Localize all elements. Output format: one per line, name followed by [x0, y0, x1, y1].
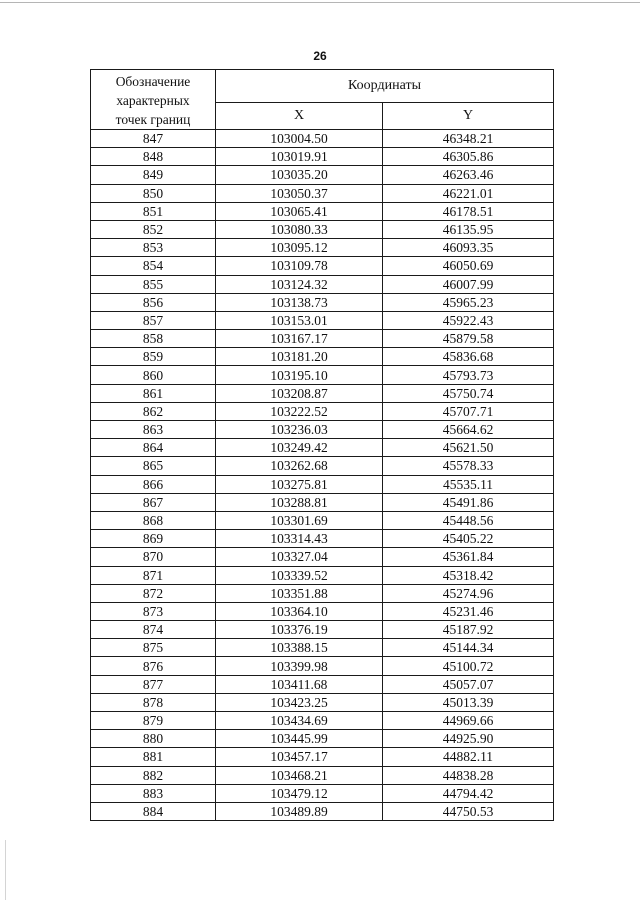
x-coordinate-cell: 103222.52 [216, 402, 383, 420]
y-coordinate-cell: 44794.42 [383, 784, 554, 802]
y-coordinate-cell: 45750.74 [383, 384, 554, 402]
table-row [91, 712, 554, 730]
table-row [91, 439, 554, 457]
table-row [91, 802, 554, 820]
point-cell: 852 [91, 220, 216, 238]
point-cell: 880 [91, 730, 216, 748]
point-cell: 848 [91, 148, 216, 166]
y-coordinate-cell: 46007.99 [383, 275, 554, 293]
point-cell: 858 [91, 330, 216, 348]
x-coordinate-cell: 103167.17 [216, 330, 383, 348]
point-cell: 871 [91, 566, 216, 584]
page-number: 26 [313, 49, 327, 63]
point-cell: 853 [91, 239, 216, 257]
y-coordinate-cell: 45100.72 [383, 657, 554, 675]
y-coordinate-cell: 46221.01 [383, 184, 554, 202]
point-cell: 856 [91, 293, 216, 311]
y-coordinate-cell: 45013.39 [383, 693, 554, 711]
table-row [91, 311, 554, 329]
table-row [91, 475, 554, 493]
point-cell: 875 [91, 639, 216, 657]
table-row [91, 639, 554, 657]
point-cell: 849 [91, 166, 216, 184]
x-coordinate-cell: 103109.78 [216, 257, 383, 275]
x-coordinate-cell: 103388.15 [216, 639, 383, 657]
x-coordinate-cell: 103468.21 [216, 766, 383, 784]
table-row [91, 693, 554, 711]
x-coordinate-cell: 103004.50 [216, 130, 383, 148]
point-cell: 850 [91, 184, 216, 202]
point-cell: 868 [91, 511, 216, 529]
table-row [91, 130, 554, 148]
x-coordinate-cell: 103236.03 [216, 421, 383, 439]
table-body [91, 130, 554, 821]
x-coordinate-cell: 103301.69 [216, 511, 383, 529]
x-coordinate-cell: 103314.43 [216, 530, 383, 548]
x-coordinate-cell: 103153.01 [216, 311, 383, 329]
point-cell: 866 [91, 475, 216, 493]
table-row [91, 202, 554, 220]
table-row [91, 220, 554, 238]
x-coordinate-cell: 103262.68 [216, 457, 383, 475]
point-cell: 854 [91, 257, 216, 275]
point-cell: 884 [91, 802, 216, 820]
x-coordinate-cell: 103434.69 [216, 712, 383, 730]
coordinates-header: Координаты [216, 70, 554, 103]
x-coordinate-cell: 103095.12 [216, 239, 383, 257]
y-coordinate-cell: 45187.92 [383, 621, 554, 639]
y-coordinate-cell: 46305.86 [383, 148, 554, 166]
point-designation-header [91, 70, 216, 130]
table-row [91, 166, 554, 184]
y-coordinate-cell: 45535.11 [383, 475, 554, 493]
x-coordinate-cell: 103208.87 [216, 384, 383, 402]
x-column-header: X [216, 102, 383, 129]
y-coordinate-cell: 45231.46 [383, 602, 554, 620]
x-coordinate-cell: 103195.10 [216, 366, 383, 384]
y-coordinate-cell: 45057.07 [383, 675, 554, 693]
x-coordinate-cell: 103457.17 [216, 748, 383, 766]
y-coordinate-cell: 44838.28 [383, 766, 554, 784]
x-coordinate-cell: 103035.20 [216, 166, 383, 184]
point-cell: 857 [91, 311, 216, 329]
y-coordinate-cell: 46178.51 [383, 202, 554, 220]
table-row [91, 239, 554, 257]
x-coordinate-cell: 103411.68 [216, 675, 383, 693]
point-cell: 867 [91, 493, 216, 511]
table-row [91, 566, 554, 584]
table-row [91, 184, 554, 202]
y-coordinate-cell: 45274.96 [383, 584, 554, 602]
table-row [91, 784, 554, 802]
x-coordinate-cell: 103445.99 [216, 730, 383, 748]
y-coordinate-cell: 45448.56 [383, 511, 554, 529]
y-coordinate-cell: 44969.66 [383, 712, 554, 730]
point-cell: 855 [91, 275, 216, 293]
x-coordinate-cell: 103327.04 [216, 548, 383, 566]
point-cell: 847 [91, 130, 216, 148]
point-cell: 863 [91, 421, 216, 439]
page-top-edge [0, 2, 640, 3]
y-coordinate-cell: 46348.21 [383, 130, 554, 148]
table-row [91, 621, 554, 639]
table-row [91, 766, 554, 784]
table-row [91, 421, 554, 439]
point-cell: 864 [91, 439, 216, 457]
x-coordinate-cell: 103275.81 [216, 475, 383, 493]
y-coordinate-cell: 46093.35 [383, 239, 554, 257]
y-coordinate-cell: 45965.23 [383, 293, 554, 311]
point-header-line-1: Обозначение [115, 74, 191, 89]
y-coordinate-cell: 44750.53 [383, 802, 554, 820]
x-coordinate-cell: 103124.32 [216, 275, 383, 293]
page-left-edge [5, 840, 6, 900]
y-coordinate-cell: 45793.73 [383, 366, 554, 384]
x-coordinate-cell: 103351.88 [216, 584, 383, 602]
y-coordinate-cell: 44882.11 [383, 748, 554, 766]
point-cell: 862 [91, 402, 216, 420]
point-cell: 877 [91, 675, 216, 693]
table-row [91, 402, 554, 420]
table-row [91, 511, 554, 529]
y-coordinate-cell: 46135.95 [383, 220, 554, 238]
table-row [91, 584, 554, 602]
table-row [91, 348, 554, 366]
x-coordinate-cell: 103138.73 [216, 293, 383, 311]
point-cell: 851 [91, 202, 216, 220]
y-coordinate-cell: 45361.84 [383, 548, 554, 566]
table-row [91, 330, 554, 348]
point-cell: 861 [91, 384, 216, 402]
x-coordinate-cell: 103489.89 [216, 802, 383, 820]
point-cell: 859 [91, 348, 216, 366]
point-header-line-2: характерных [116, 93, 190, 108]
x-coordinate-cell: 103479.12 [216, 784, 383, 802]
x-coordinate-cell: 103423.25 [216, 693, 383, 711]
y-coordinate-cell: 45879.58 [383, 330, 554, 348]
point-cell: 865 [91, 457, 216, 475]
point-cell: 883 [91, 784, 216, 802]
table-row [91, 257, 554, 275]
table-row [91, 548, 554, 566]
table-row [91, 530, 554, 548]
point-cell: 872 [91, 584, 216, 602]
x-coordinate-cell: 103364.10 [216, 602, 383, 620]
y-coordinate-cell: 45144.34 [383, 639, 554, 657]
y-coordinate-cell: 44925.90 [383, 730, 554, 748]
y-coordinate-cell: 45664.62 [383, 421, 554, 439]
point-header-line-3: точек границ [115, 112, 191, 127]
point-cell: 882 [91, 766, 216, 784]
table-row [91, 730, 554, 748]
y-coordinate-cell: 46050.69 [383, 257, 554, 275]
table-row [91, 457, 554, 475]
point-cell: 879 [91, 712, 216, 730]
y-coordinate-cell: 45621.50 [383, 439, 554, 457]
table-row [91, 493, 554, 511]
y-coordinate-cell: 45318.42 [383, 566, 554, 584]
point-cell: 881 [91, 748, 216, 766]
x-coordinate-cell: 103376.19 [216, 621, 383, 639]
point-cell: 869 [91, 530, 216, 548]
table-row [91, 148, 554, 166]
x-coordinate-cell: 103399.98 [216, 657, 383, 675]
point-cell: 873 [91, 602, 216, 620]
table-row [91, 602, 554, 620]
y-coordinate-cell: 45578.33 [383, 457, 554, 475]
y-column-header: Y [383, 102, 554, 129]
table-row [91, 275, 554, 293]
y-coordinate-cell: 45707.71 [383, 402, 554, 420]
point-cell: 870 [91, 548, 216, 566]
y-coordinate-cell: 45922.43 [383, 311, 554, 329]
point-cell: 876 [91, 657, 216, 675]
table-row [91, 657, 554, 675]
y-coordinate-cell: 45491.86 [383, 493, 554, 511]
x-coordinate-cell: 103288.81 [216, 493, 383, 511]
coordinates-table [90, 69, 554, 821]
x-coordinate-cell: 103080.33 [216, 220, 383, 238]
x-coordinate-cell: 103339.52 [216, 566, 383, 584]
y-coordinate-cell: 46263.46 [383, 166, 554, 184]
table-row [91, 293, 554, 311]
point-cell: 878 [91, 693, 216, 711]
point-cell: 860 [91, 366, 216, 384]
table-row [91, 366, 554, 384]
x-coordinate-cell: 103249.42 [216, 439, 383, 457]
x-coordinate-cell: 103019.91 [216, 148, 383, 166]
x-coordinate-cell: 103181.20 [216, 348, 383, 366]
table-header [91, 70, 554, 130]
table-row [91, 384, 554, 402]
table-row [91, 748, 554, 766]
table-row [91, 675, 554, 693]
x-coordinate-cell: 103065.41 [216, 202, 383, 220]
y-coordinate-cell: 45836.68 [383, 348, 554, 366]
point-cell: 874 [91, 621, 216, 639]
y-coordinate-cell: 45405.22 [383, 530, 554, 548]
x-coordinate-cell: 103050.37 [216, 184, 383, 202]
